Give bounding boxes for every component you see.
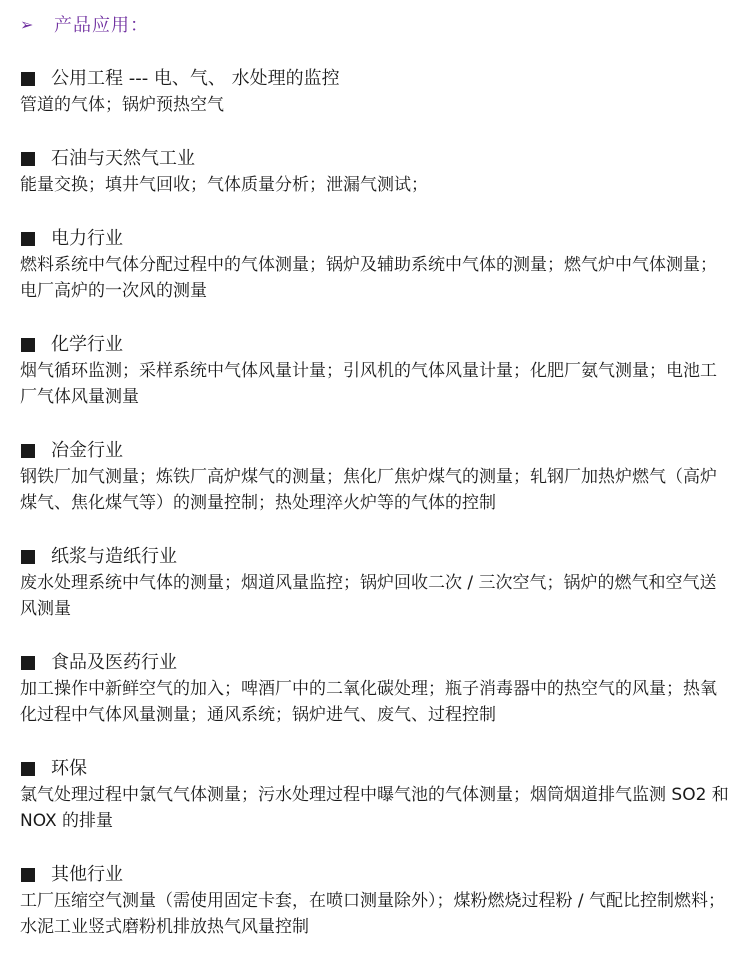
section-title bbox=[20, 66, 730, 92]
section-title-text: 环保 bbox=[51, 758, 87, 779]
section-title bbox=[20, 756, 730, 782]
section-title-text: 冶金行业 bbox=[51, 440, 123, 461]
section-title-text: 公用工程 --- 电、气、 水处理的监控 bbox=[51, 68, 340, 89]
section-title bbox=[20, 146, 730, 172]
section-heading bbox=[20, 6, 730, 42]
section-title bbox=[20, 862, 730, 888]
section-body: 氯气处理过程中氯气气体测量；污水处理过程中曝气池的气体测量；烟筒烟道排气监测 SO2 和 NOX 的排量 bbox=[20, 785, 729, 831]
section-title bbox=[20, 438, 730, 464]
square-bullet-icon bbox=[21, 72, 35, 86]
section-title-text: 化学行业 bbox=[51, 334, 123, 355]
application-section bbox=[20, 332, 730, 410]
section-body: 钢铁厂加气测量；炼铁厂高炉煤气的测量；焦化厂焦炉煤气的测量；轧钢厂加热炉燃气（高炉煤气、焦化煤气等）的测量控制；热处理淬火炉等的气体的控制 bbox=[20, 467, 717, 513]
square-bullet-icon bbox=[21, 338, 35, 352]
application-section bbox=[20, 544, 730, 622]
section-body: 烟气循环监测；采样系统中气体风量计量；引风机的气体风量计量；化肥厂氨气测量；电池工厂气体风量测量 bbox=[20, 361, 717, 407]
section-title bbox=[20, 650, 730, 676]
section-title-text: 石油与天然气工业 bbox=[51, 148, 195, 169]
application-section bbox=[20, 226, 730, 304]
arrow-bullet-icon: ➢ bbox=[20, 14, 34, 34]
application-section bbox=[20, 862, 730, 940]
section-title bbox=[20, 332, 730, 358]
section-title-text: 电力行业 bbox=[51, 228, 123, 249]
section-body: 加工操作中新鲜空气的加入；啤酒厂中的二氧化碳处理；瓶子消毒器中的热空气的风量；热氧化过程中气体风量测量；通风系统；锅炉进气、废气、过程控制 bbox=[20, 679, 717, 725]
application-section bbox=[20, 66, 730, 118]
application-section bbox=[20, 756, 730, 834]
square-bullet-icon bbox=[21, 868, 35, 882]
section-body: 废水处理系统中气体的测量；烟道风量监控；锅炉回收二次 / 三次空气；锅炉的燃气和空气送风测量 bbox=[20, 573, 717, 619]
section-title-text: 纸浆与造纸行业 bbox=[51, 546, 177, 567]
section-title-text: 其他行业 bbox=[51, 864, 123, 885]
square-bullet-icon bbox=[21, 152, 35, 166]
section-body: 燃料系统中气体分配过程中的气体测量；锅炉及辅助系统中气体的测量；燃气炉中气体测量；电厂高炉的一次风的测量 bbox=[20, 255, 717, 301]
page-title: 产品应用： bbox=[54, 15, 149, 36]
square-bullet-icon bbox=[21, 444, 35, 458]
square-bullet-icon bbox=[21, 656, 35, 670]
application-section bbox=[20, 650, 730, 728]
application-section bbox=[20, 438, 730, 516]
section-title-text: 食品及医药行业 bbox=[51, 652, 177, 673]
section-body: 能量交换；填井气回收；气体质量分析；泄漏气测试； bbox=[20, 175, 428, 195]
section-title bbox=[20, 544, 730, 570]
square-bullet-icon bbox=[21, 232, 35, 246]
square-bullet-icon bbox=[21, 762, 35, 776]
section-body: 工厂压缩空气测量（需使用固定卡套，在喷口测量除外）；煤粉燃烧过程粉 / 气配比控制燃料；水泥工业竖式磨粉机排放热气风量控制 bbox=[20, 891, 726, 937]
square-bullet-icon bbox=[21, 550, 35, 564]
section-body: 管道的气体；锅炉预热空气 bbox=[20, 95, 224, 115]
section-title bbox=[20, 226, 730, 252]
application-section bbox=[20, 146, 730, 198]
